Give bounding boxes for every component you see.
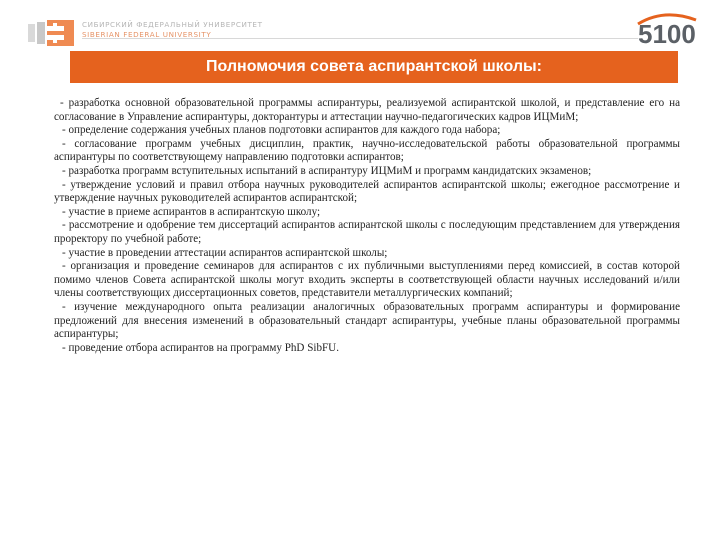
5-100-logo-icon xyxy=(634,10,714,48)
university-name xyxy=(82,20,263,39)
list-item: - разработка программ вступительных испытаний в аспирантуру ИЦМиМ и программ кандидатских экзаменов; xyxy=(62,164,592,177)
list-item: - определение содержания учебных планов подготовки аспирантов для каждого года набора; xyxy=(62,124,501,137)
list-item: - участие в приеме аспирантов в аспирантскую школу; xyxy=(62,205,321,218)
sfu-logo-icon xyxy=(28,20,74,46)
list-item: - организация и проведение семинаров для аспирантов с их публичными выступлениями перед комиссией, в состав которой помимо членов Совета аспирантской школы могут входить эксперты в соответствующей области научных исследований и/или члены соответствующих диссертационных советов, представители металлургических компаний; xyxy=(54,260,680,300)
list-item: - согласование программ учебных дисциплин, практик, научно-исследовательской работы образовательной программы аспирантуры по соответствующему направлению подготовки аспирантов; xyxy=(54,137,680,164)
list-item: - изучение международного опыта реализации аналогичных образовательных программ аспирантуры и формирование предложений для внесения изменений в образовательный стандарт аспирантуры, учебные планы образовательной программы аспирантуры; xyxy=(54,300,680,341)
university-name-ru: СИБИРСКИЙ ФЕДЕРАЛЬНЫЙ УНИВЕРСИТЕТ xyxy=(82,20,263,29)
list-item: - участие в проведении аттестации аспирантов аспирантской школы; xyxy=(62,246,388,259)
list-item: - рассмотрение и одобрение тем диссертаций аспирантов аспирантской школы с последующим представлением для утверждения проректору по учебной работе; xyxy=(54,219,680,245)
list-item: - проведение отбора аспирантов на программу PhD SibFU. xyxy=(62,341,339,354)
university-name-en: SIBERIAN FEDERAL UNIVERSITY xyxy=(82,29,212,39)
powers-list xyxy=(54,97,680,355)
badge-text: 5100 xyxy=(638,19,696,48)
title-banner xyxy=(70,51,678,83)
list-item: - разработка основной образовательной программы аспирантуры, реализуемой аспирантской школой, и представление его на согласование в Управление аспирантуры, докторантуры и аттестации научно-педагогических кадров ИЦМиМ; xyxy=(54,97,680,123)
list-item: - утверждение условий и правил отбора научных руководителей аспирантов аспирантской школы; ежегодное рассмотрение и утверждение научных руководителей аспирантов аспирантской; xyxy=(54,178,680,205)
page-title: Полномочия совета аспирантской школы: xyxy=(205,58,542,75)
header xyxy=(0,0,720,50)
header-divider xyxy=(82,38,638,39)
